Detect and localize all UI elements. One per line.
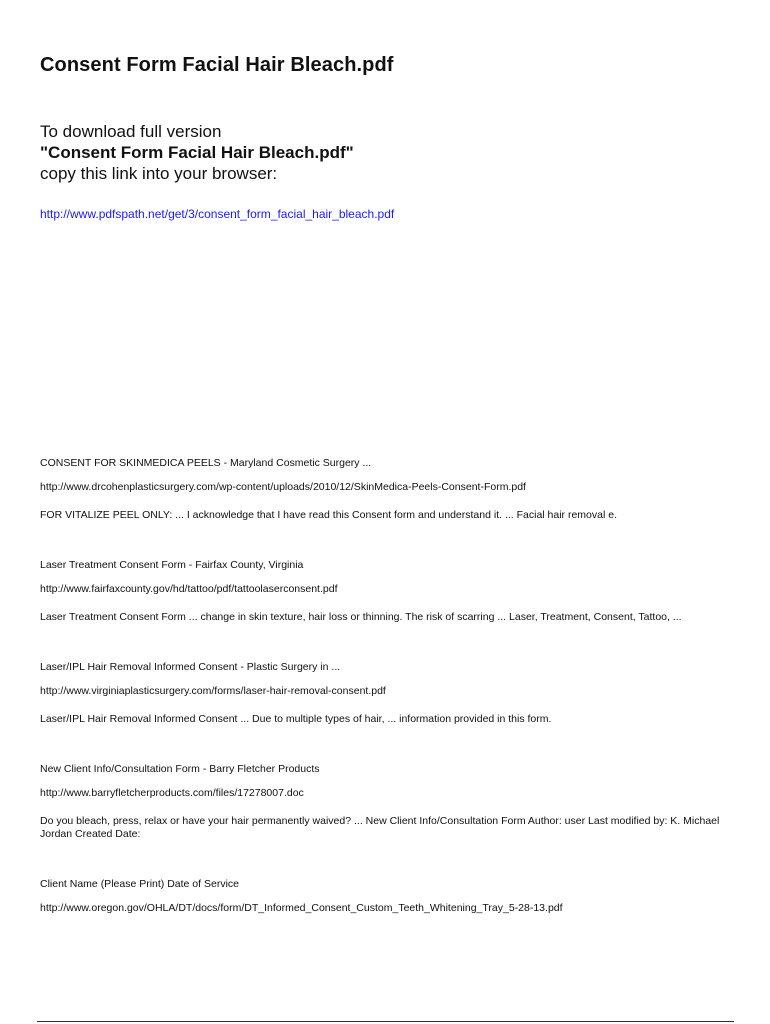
- result-title: CONSENT FOR SKINMEDICA PEELS - Maryland Cosmetic Surgery ...: [40, 457, 372, 469]
- result-snippet: Laser Treatment Consent Form ... change in skin texture, hair loss or thinning. The risk of scarring ... Laser, Treatment, Consent, Tattoo, ...: [40, 611, 682, 623]
- result-snippet: Do you bleach, press, relax or have your hair permanently waived? ... New Client Info/Consultation Form Author: user Last modified by: K. Michael Jordan Created Date:: [40, 815, 720, 840]
- download-filename: "Consent Form Facial Hair Bleach.pdf": [40, 143, 354, 162]
- result-url: http://www.drcohenplasticsurgery.com/wp-content/uploads/2010/12/SkinMedica-Peels-Consent-Form.pdf: [40, 481, 526, 493]
- result-item: [40, 559, 745, 624]
- search-results: [40, 457, 745, 952]
- result-item: [40, 661, 745, 726]
- download-instructions: [40, 121, 354, 184]
- download-link[interactable]: http://www.pdfspath.net/get/3/consent_form_facial_hair_bleach.pdf: [40, 207, 395, 221]
- result-snippet: FOR VITALIZE PEEL ONLY: ... I acknowledge that I have read this Consent form and understand it. ... Facial hair removal e.: [40, 509, 617, 521]
- result-title: New Client Info/Consultation Form - Barry Fletcher Products: [40, 763, 320, 775]
- download-line-3: copy this link into your browser:: [40, 164, 278, 183]
- result-item: [40, 878, 745, 915]
- result-url: http://www.oregon.gov/OHLA/DT/docs/form/DT_Informed_Consent_Custom_Teeth_Whitening_Tray_5-28-13.pdf: [40, 902, 563, 914]
- result-url: http://www.fairfaxcounty.gov/hd/tattoo/pdf/tattoolaserconsent.pdf: [40, 583, 338, 595]
- document-title: Consent Form Facial Hair Bleach.pdf: [40, 54, 394, 76]
- result-title: Laser Treatment Consent Form - Fairfax County, Virginia: [40, 559, 304, 571]
- result-item: [40, 457, 745, 522]
- download-line-1: To download full version: [40, 122, 222, 141]
- result-url: http://www.barryfletcherproducts.com/files/17278007.doc: [40, 787, 304, 799]
- result-title: Client Name (Please Print) Date of Service: [40, 878, 239, 890]
- footer-divider: [37, 1021, 734, 1022]
- result-title: Laser/IPL Hair Removal Informed Consent - Plastic Surgery in ...: [40, 661, 341, 673]
- result-url: http://www.virginiaplasticsurgery.com/forms/laser-hair-removal-consent.pdf: [40, 685, 386, 697]
- result-item: [40, 763, 745, 841]
- result-snippet: Laser/IPL Hair Removal Informed Consent ... Due to multiple types of hair, ... information provided in this form.: [40, 713, 552, 725]
